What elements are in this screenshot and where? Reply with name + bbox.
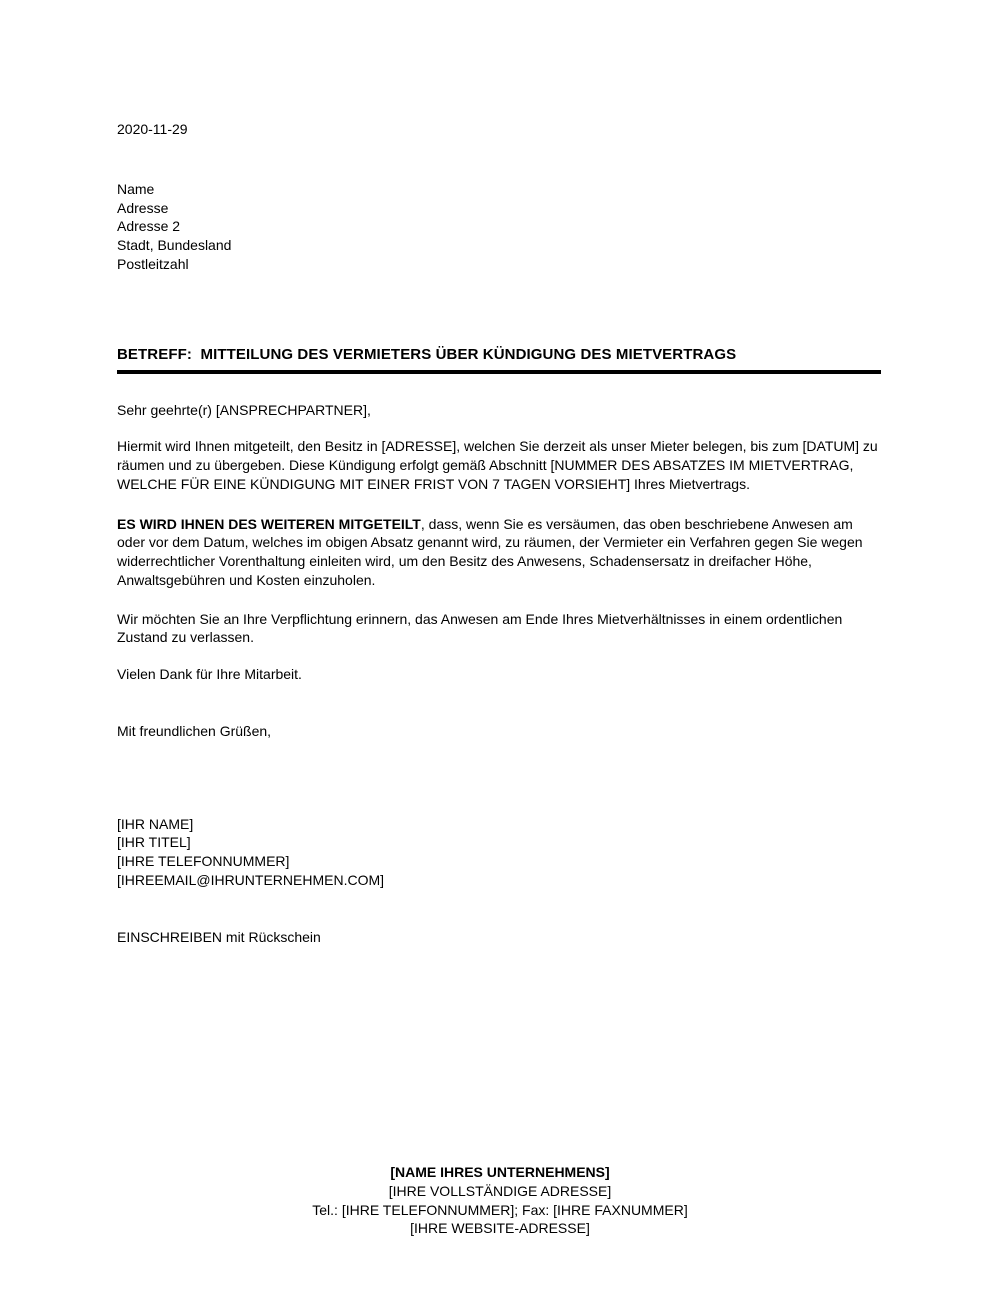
subject-divider-rule — [117, 370, 881, 374]
company-footer — [0, 1163, 1000, 1238]
subject-line: BETREFF: MITTEILUNG DES VERMIETERS ÜBER KÜNDIGUNG DES MIETVERTRAGS — [117, 345, 737, 363]
recipient-city-state: Stadt, Bundesland — [117, 237, 232, 253]
recipient-address-1: Adresse — [117, 199, 169, 216]
paragraph-warning — [117, 515, 881, 590]
signature-title: [IHR TITEL] — [117, 834, 191, 851]
signature-phone: [IHRE TELEFONNUMMER] — [117, 853, 290, 870]
paragraph-warning-rest: , dass, wenn Sie es versäumen, das oben beschriebene Anwesen am oder vor dem Datum, welches im obigen Absatz genannt wird, zu räumen, der Vermieter ein Verfahren gegen Sie wegen widerrechtlicher Vorenthaltung einleiten wird, um den Besitz des Anwesens, Schadensersatz in dreifacher Höhe, Anwaltsgebühren und Kosten einzuholen. — [117, 515, 863, 588]
paragraph-warning-bold-lead: ES WIRD IHNEN DES WEITEREN MITGETEILT — [117, 515, 421, 532]
footer-phone-fax: Tel.: [IHRE TELEFONNUMMER]; Fax: [IHRE FAXNUMMER] — [312, 1201, 688, 1218]
letter-date: 2020-11-29 — [117, 121, 188, 137]
letter-body — [117, 0, 881, 946]
delivery-method-note: EINSCHREIBEN mit Rückschein — [117, 928, 321, 945]
signature-name: [IHR NAME] — [117, 815, 194, 832]
footer-website: [IHRE WEBSITE-ADRESSE] — [410, 1220, 590, 1237]
recipient-name: Name — [117, 180, 155, 197]
recipient-address-block — [117, 180, 881, 274]
greeting-line: Sehr geehrte(r) [ANSPRECHPARTNER], — [117, 401, 371, 418]
recipient-postal-code: Postleitzahl — [117, 255, 189, 272]
closing-salutation: Mit freundlichen Grüßen, — [117, 722, 272, 739]
paragraph-thanks: Vielen Dank für Ihre Mitarbeit. — [117, 666, 302, 683]
paragraph-obligation: Wir möchten Sie an Ihre Verpflichtung erinnern, das Anwesen am Ende Ihres Mietverhältnisses in einem ordentlichen Zustand zu verlassen. — [117, 610, 843, 646]
footer-company-name: [NAME IHRES UNTERNEHMENS] — [390, 1164, 610, 1180]
signature-block — [117, 815, 881, 890]
signature-email: [IHREEMAIL@IHRUNTERNEHMEN.COM] — [117, 871, 385, 888]
footer-company-address: [IHRE VOLLSTÄNDIGE ADRESSE] — [388, 1182, 612, 1199]
recipient-address-2: Adresse 2 — [117, 218, 181, 235]
paragraph-notice: Hiermit wird Ihnen mitgeteilt, den Besitz in [ADRESSE], welchen Sie derzeit als unser Mieter belegen, bis zum [DATUM] zu räumen und zu übergeben. Diese Kündigung erfolgt gemäß Abschnitt [NUMMER DES ABSATZES IM MIETVERTRAG, WELCHE FÜR EINE KÜNDIGUNG MIT EINER FRIST VON 7 TAGEN VORSIEHT] Ihres Mietvertrags. — [117, 438, 878, 492]
